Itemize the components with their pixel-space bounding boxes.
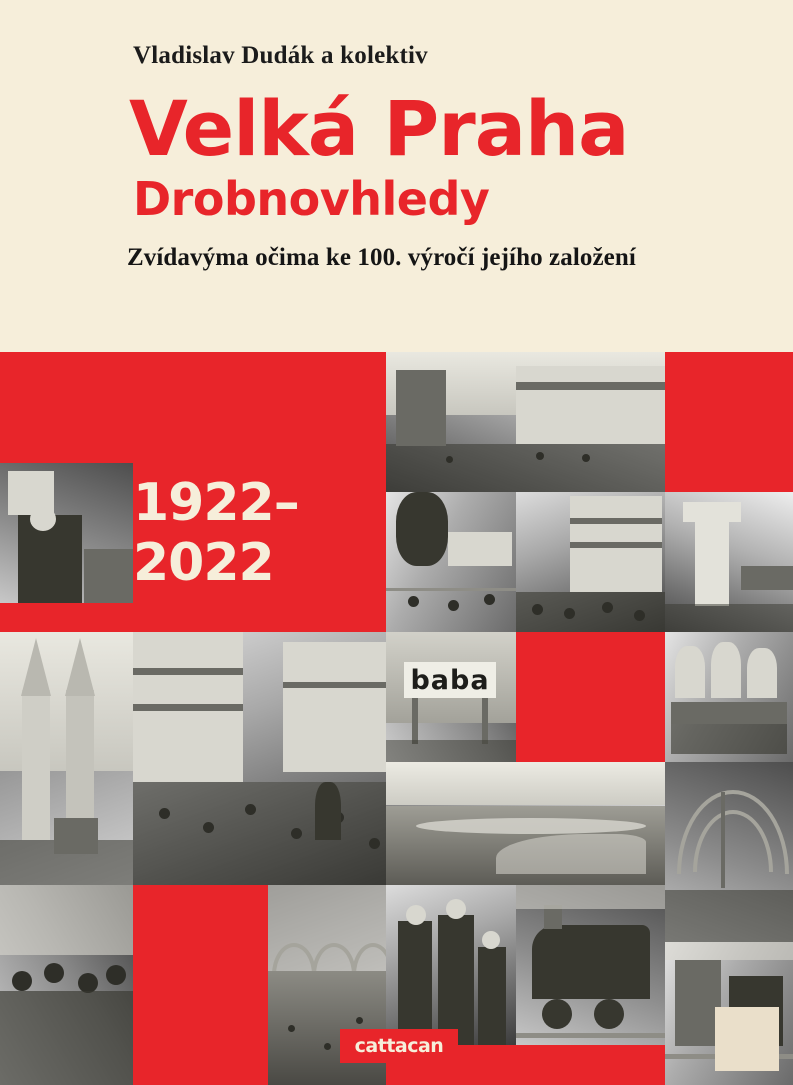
year-badge xyxy=(133,463,386,603)
page-title: Velká Praha xyxy=(129,84,629,173)
photo-crowd-with-hats xyxy=(0,885,133,1085)
photo-mosaic xyxy=(0,352,793,1085)
mosaic-red-block xyxy=(665,352,793,492)
baba-sign-label: baba xyxy=(404,662,496,698)
photo-hospital-operating-room xyxy=(665,632,793,762)
photo-steam-locomotive xyxy=(516,885,665,1045)
photo-street-crowd-buildings xyxy=(516,492,665,632)
corner-swatch xyxy=(715,1007,779,1071)
mosaic-red-block xyxy=(0,603,133,632)
mosaic-red-block xyxy=(0,352,133,463)
photo-wenceslas-square-crowd xyxy=(133,632,386,885)
mosaic-red-block xyxy=(133,603,386,632)
photo-industrial-hall-construction xyxy=(665,762,793,942)
tagline: Zvídavýma očima ke 100. výročí jejího založení xyxy=(127,244,636,272)
cover-header xyxy=(0,0,793,352)
mosaic-red-block xyxy=(133,352,386,463)
photo-baba-sign xyxy=(386,632,516,762)
photo-airport-control-tower xyxy=(665,492,793,632)
photo-man-at-desk xyxy=(0,463,133,603)
photo-river-landscape-aerial xyxy=(386,762,665,885)
photo-family-group-portrait xyxy=(386,885,516,1045)
mosaic-red-block xyxy=(516,632,665,762)
photo-church-twin-towers xyxy=(0,632,133,885)
mosaic-red-block xyxy=(133,885,268,1085)
photo-garden-restaurant xyxy=(386,492,516,632)
subtitle: Drobnovhledy xyxy=(133,172,490,227)
publisher-name: cattacan xyxy=(354,1035,444,1057)
publisher-logo xyxy=(340,1029,458,1063)
author-name: Vladislav Dudák a kolektiv xyxy=(133,42,428,69)
year-range: 1922–2022 xyxy=(133,473,299,593)
photo-street-with-market-hall xyxy=(386,352,665,492)
